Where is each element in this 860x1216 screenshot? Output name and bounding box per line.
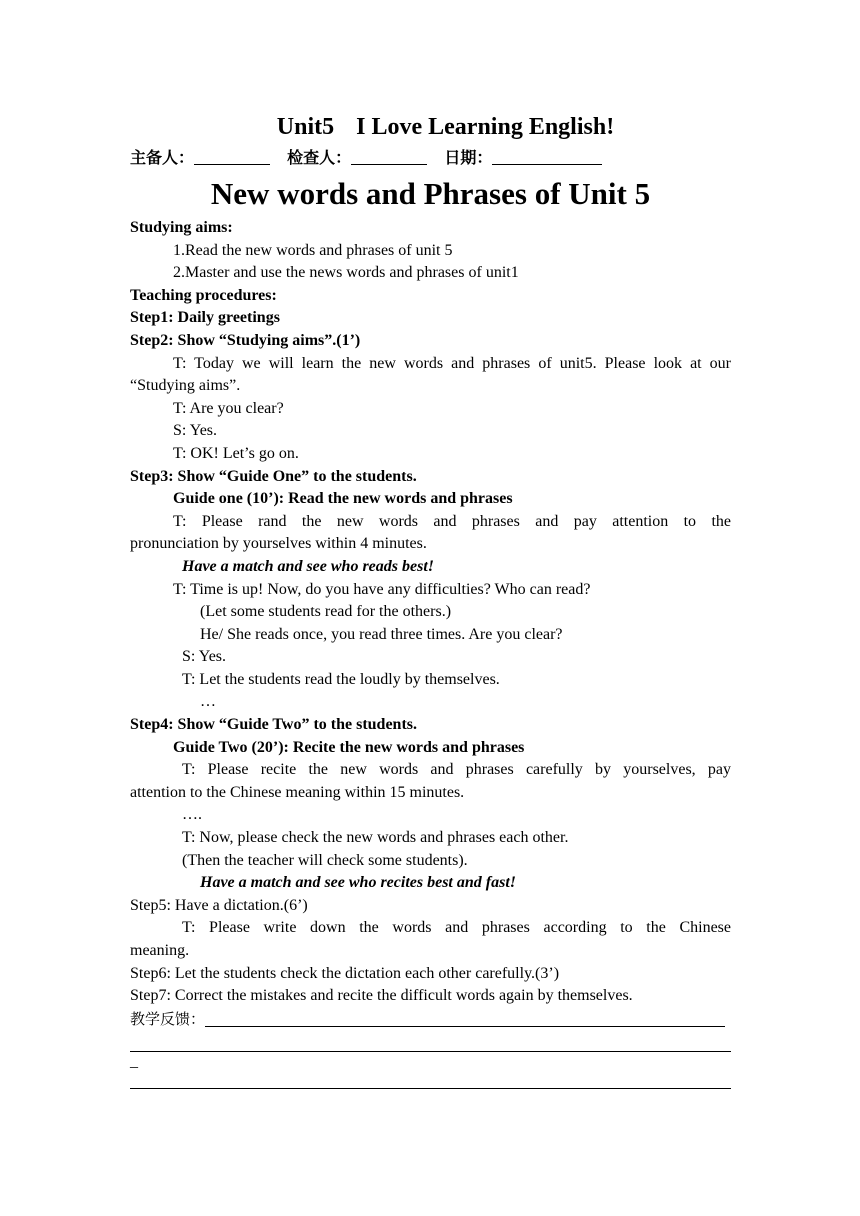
date-blank <box>492 148 602 165</box>
dialog-line: T: Time is up! Now, do you have any difficulties? Who can read? <box>173 580 591 598</box>
step2-text-a: T: Today we will learn the new words and phrases of unit5. Please look at our <box>173 354 731 372</box>
studying-aims-heading: Studying aims: <box>130 219 233 236</box>
unit-number: Unit5 <box>276 114 335 140</box>
dialog-line: He/ She reads once, you read three times. Are you clear? <box>200 625 563 643</box>
dialog-line: T: OK! Let’s go on. <box>173 444 299 462</box>
guide-two-text-b: attention to the Chinese meaning within 15 minutes. <box>130 783 465 801</box>
aim-2: 2.Master and use the news words and phrases of unit1 <box>173 264 519 282</box>
procedures-heading: Teaching procedures: <box>130 286 277 304</box>
dialog-line: T: Are you clear? <box>173 399 284 417</box>
step2-text-b: “Studying aims”. <box>130 377 241 395</box>
step4-heading: Step4: Show “Guide Two” to the students. <box>130 716 418 734</box>
main-title: New words and Phrases of Unit 5 <box>210 176 651 211</box>
checker-label: 检查人： <box>287 148 352 167</box>
feedback-blank <box>205 1010 725 1027</box>
feedback-line-3 <box>130 1072 731 1089</box>
preparer-label: 主备人： <box>130 148 195 167</box>
ellipsis: …. <box>182 806 202 824</box>
feedback-dash: _ <box>130 1053 138 1071</box>
checker-blank <box>351 148 427 165</box>
guide-two-heading: Guide Two (20’): Recite the new words and phrases <box>173 738 525 756</box>
preparer-blank <box>194 148 270 165</box>
step5-line: Step5: Have a dictation.(6’) <box>130 896 308 914</box>
feedback-label: 教学反馈： <box>130 1009 206 1028</box>
step3-heading: Step3: Show “Guide One” to the students. <box>130 467 417 485</box>
step1-heading: Step1: Daily greetings <box>130 309 280 327</box>
dialog-line: S: Yes. <box>182 648 227 666</box>
step6-line: Step6: Let the students check the dictation each other carefully.(3’) <box>130 964 560 982</box>
dialog-line: T: Let the students read the loudly by themselves. <box>182 670 500 688</box>
meta-row <box>130 146 731 170</box>
step5-text-b: meaning. <box>130 942 190 959</box>
step2-heading: Step2: Show “Studying aims”.(1’) <box>130 331 361 349</box>
guide-two-text-a: T: Please recite the new words and phrases carefully by yourselves, pay <box>182 761 731 779</box>
guide-one-text-a: T: Please rand the new words and phrases and pay attention to the <box>173 512 731 530</box>
step5-text-a: T: Please write down the words and phrases according to the Chinese <box>182 919 731 937</box>
match-prompt-1: Have a match and see who reads best! <box>182 557 434 575</box>
aim-1: 1.Read the new words and phrases of unit 5 <box>173 241 453 259</box>
dialog-line: S: Yes. <box>173 422 218 440</box>
guide-one-text-b: pronunciation by yourselves within 4 minutes. <box>130 535 427 553</box>
step7-line: Step7: Correct the mistakes and recite the difficult words again by themselves. <box>130 987 633 1005</box>
feedback-row <box>130 1008 731 1032</box>
unit-name: I Love Learning English! <box>356 114 615 140</box>
match-prompt-2: Have a match and see who recites best and fast! <box>200 874 516 892</box>
guide-one-heading: Guide one (10’): Read the new words and phrases <box>173 490 513 508</box>
dialog-line: (Then the teacher will check some students). <box>182 851 468 869</box>
feedback-line-2 <box>130 1035 731 1052</box>
document-page <box>130 112 731 1089</box>
date-label: 日期： <box>444 148 493 167</box>
ellipsis: … <box>200 693 216 711</box>
dialog-line: (Let some students read for the others.) <box>200 603 452 621</box>
dialog-line: T: Now, please check the new words and phrases each other. <box>182 829 569 847</box>
unit-title <box>160 112 731 142</box>
